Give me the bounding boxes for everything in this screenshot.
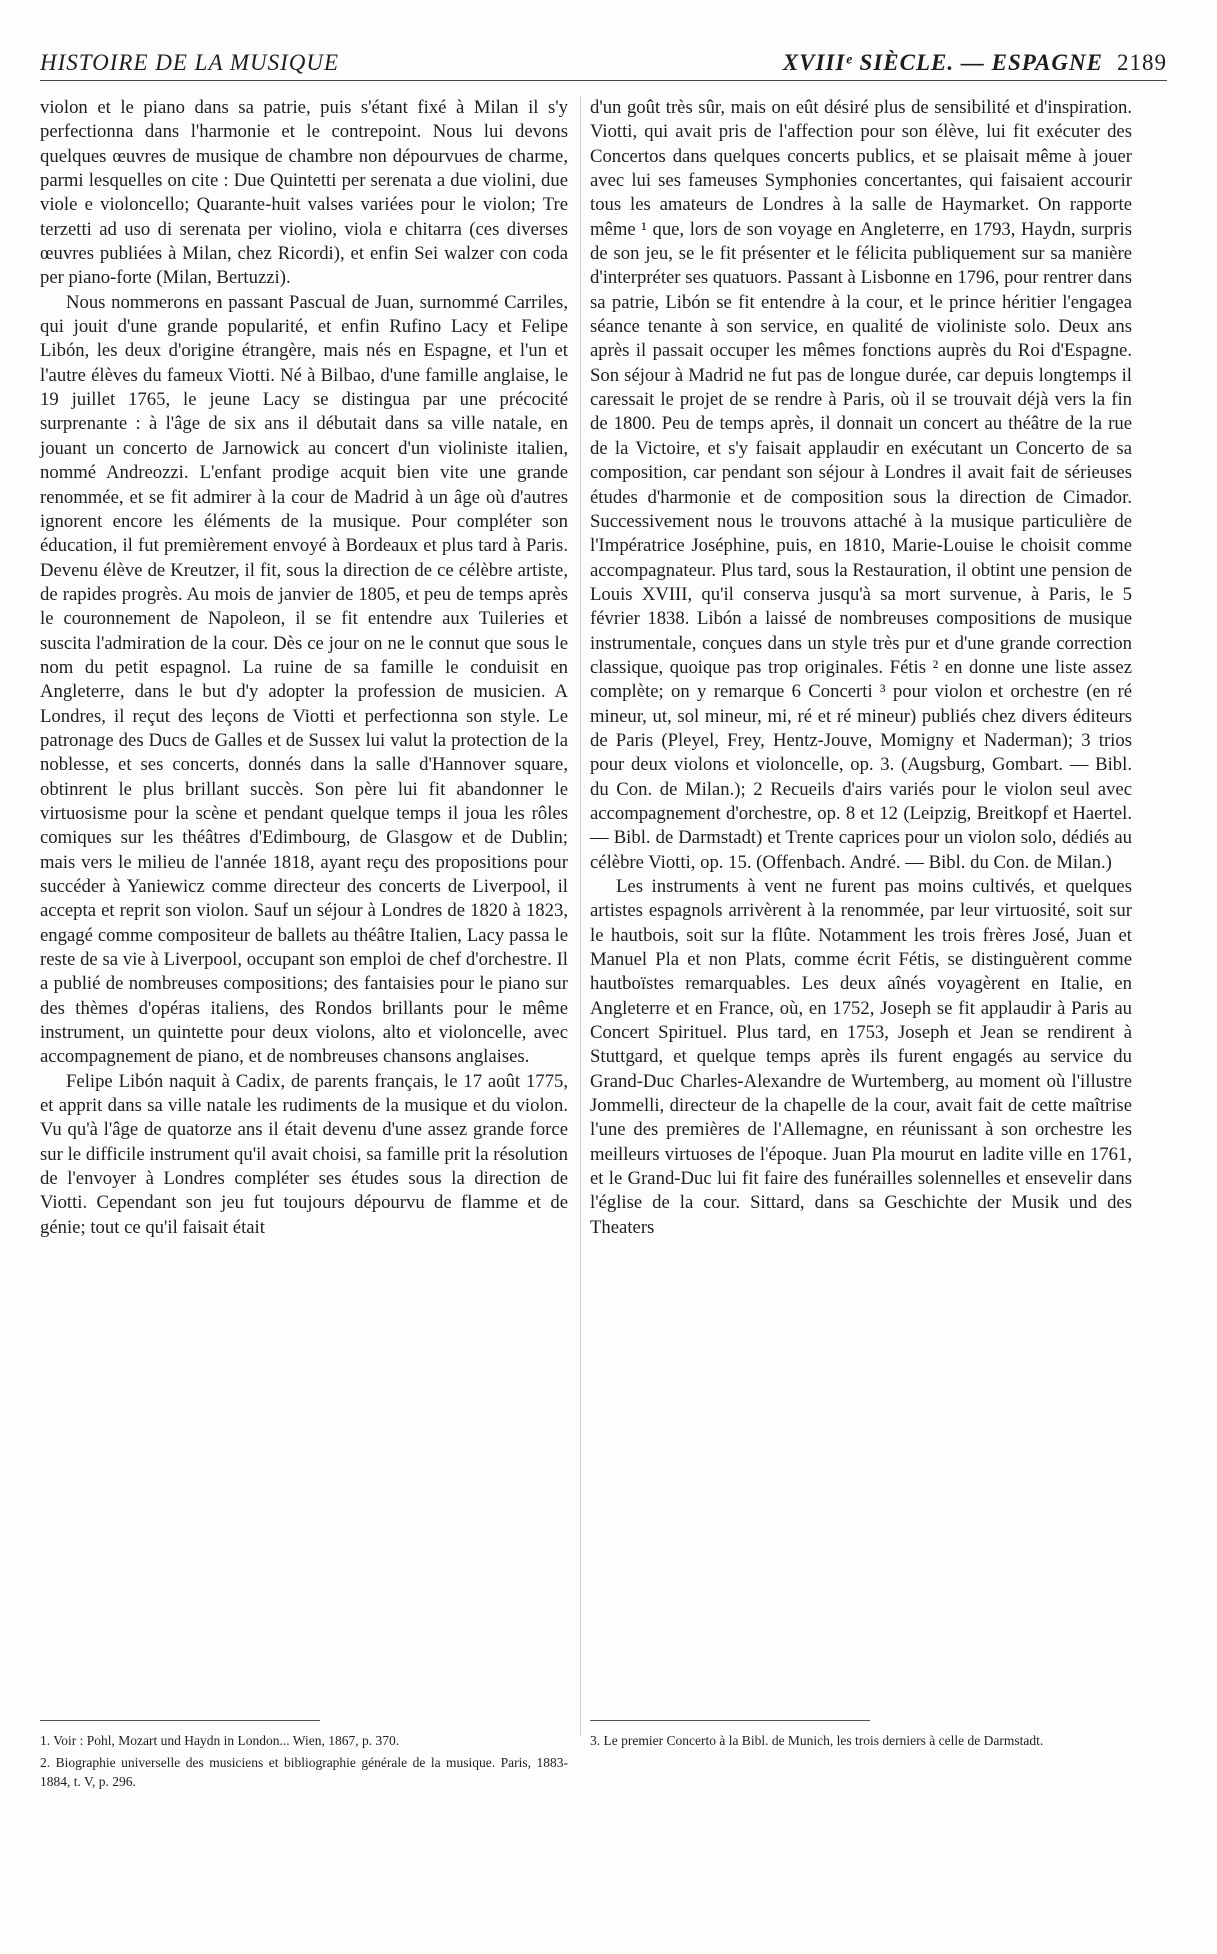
column-divider [580, 96, 581, 1736]
paragraph: d'un goût très sûr, mais on eût désiré plus de sensibilité et d'inspiration. Viotti, qui avait pris de l'affection pour son élève, lui fit exécuter des Concertos dans quelques concerts publics, et se plaisait même à jouer avec lui ses fameuses Symphonies concertantes, qui faisaient accourir tous les amateurs de Londres à la salle de Haymarket. On rapporte même ¹ que, lors de son voyage en Angleterre, en 1793, Haydn, surpris de son jeu, se le fit présenter et le félicita publiquement sur sa manière d'interpréter ses quatuors. Passant à Lisbonne en 1796, pour rentrer dans sa patrie, Libón se fit entendre à la cour, et le prince héritier l'engagea séance tenante à son service, en qualité de violiniste solo. Deux ans après il passait occuper les mêmes fonctions auprès du Roi d'Espagne. Son séjour à Madrid ne fut pas de longue durée, car depuis longtemps il caressait le projet de se rendre à Paris, où il se trouvait déjà vers la fin de 1800. Peu de temps après, il donnait un concert au théâtre de la rue de la Victoire, et s'y faisait applaudir en exécutant un Concerto de sa composition, car pendant son séjour à Londres il avait fait de sérieuses études d'harmonie et de composition sous la direction de Cimador. Successivement nous le trouvons attaché à la musique particulière de l'Impératrice Joséphine, puis, en 1810, Marie-Louise le choisit comme accompagnateur. Plus tard, sous la Restauration, il obtint une pension de Louis XVIII, qu'il conserva jusqu'à sa mort survenue, à Paris, le 5 février 1838. Libón a laissé de nombreuses compositions de musique instrumentale, conçues dans un style très pur et d'une grande correction classique, quoique pas trop originales. Fétis ² en donne une liste assez complète; on y remarque 6 Concerti ³ pour violon et orchestre (en ré mineur, ut, sol mineur, mi, ré et ré mineur) publiés chez divers éditeurs de Paris (Pleyel, Frey, Hentz-Jouve, Momigny et Naderman); 3 trios pour deux violons et violoncelle, op. 3. (Augsburg, Gombart. — Bibl. du Con. de Milan.); 2 Recueils d'airs variés pour le violon seul avec accompagnement d'orchestre, op. 8 et 12 (Leipzig, Breitkopf et Haertel. — Bibl. de Darmstadt) et Trente caprices pour un violon solo, dédiés au célèbre Viotti, op. 15. (Offenbach. André. — Bibl. du Con. de Milan.) [590, 97, 1132, 873]
paragraph: Nous nommerons en passant Pascual de Juan, surnommé Carriles, qui jouit d'une grande popularité, et enfin Rufino Lacy et Felipe Libón, les deux d'origine étrangère, mais nés en Espagne, et l'un et l'autre élèves du fameux Viotti. Né à Bilbao, d'une famille anglaise, le 19 juillet 1765, le jeune Lacy se distingua par une précocité surprenante : à l'âge de six ans il débutait dans sa ville natale, en jouant un concerto de Jarnowick au concert d'un violiniste italien, nommé Andreozzi. L'enfant prodige acquit bien vite une grande renommée, et se fit admirer à la cour de Madrid à un âge où d'autres ignorent encore les éléments de la musique. Pour compléter son éducation, il fut premièrement envoyé à Bordeaux et plus tard à Paris. Devenu élève de Kreutzer, il fit, sous la direction de ce célèbre artiste, de rapides progrès. Au mois de janvier de 1805, et peu de temps après le couronnement de Napoleon, il se fit entendre aux Tuileries et suscita l'admiration de la cour. Dès ce jour on ne le connut que sous le nom du petit espagnol. La ruine de sa famille le conduisit en Angleterre, dans le but d'y adopter la profession de musicien. A Londres, il reçut des leçons de Viotti et perfectionna son style. Le patronage des Ducs de Galles et de Sussex lui valut la protection de la noblesse, et ses concerts, donnés dans la salle d'Hannover square, obtinrent le plus brillant succès. Son père lui fit abandonner le virtuosisme pour la scène et pendant quelque temps il joua les rôles comiques sur les théâtres d'Edimbourg, de Glasgow et de Dublin; mais vers le milieu de l'année 1818, ayant reçu des propositions pour succéder à Yaniewicz comme directeur des concerts de Liverpool, il accepta et reprit son violon. Sauf un séjour à Londres de 1820 à 1823, engagé comme compositeur de ballets au théâtre Italien, Lacy passa le reste de sa vie à Liverpool, occupant son emploi de chef d'orchestre. Il a publié de nombreuses compositions; des fantaisies pour le piano sur des thèmes d'opéras italiens, des Rondos brillants pour le même instrument, un quintette pour deux violons, alto et violoncelle, avec accompagnement de piano, et de nombreuses chansons anglaises. [40, 291, 568, 1068]
footnote: 1. Voir : Pohl, Mozart und Haydn in London... Wien, 1867, p. 370. [40, 1733, 400, 1748]
footnote: 3. Le premier Concerto à la Bibl. de Munich, les trois derniers à celle de Darmstadt. [590, 1733, 1044, 1748]
footnote-rule [40, 1720, 320, 1721]
right-column [590, 96, 1132, 1240]
paragraph: Les instruments à vent ne furent pas moins cultivés, et quelques artistes espagnols arrivèrent à la renommée, par leur virtuosité, soit sur le hautbois, soit sur la flûte. Notamment les trois frères José, Juan et Manuel Pla et non Plats, comme écrit Fétis, se distinguèrent comme hautboïstes remarquables. Les deux aînés voyagèrent en Italie, en Angleterre et en France, où, en 1752, Joseph se fit applaudir à Paris au Concert Spirituel. Plus tard, en 1753, Joseph et Jean se rendirent à Stuttgard, et quelque temps après ils furent engagés au service du Grand-Duc Charles-Alexandre de Wurtemberg, au moment où l'illustre Jommelli, directeur de la chapelle de la cour, avait fait de cette maîtrise l'une des premières de l'Allemagne, en réunissant à son orchestre les meilleurs virtuoses de l'époque. Juan Pla mourut en ladite ville en 1761, et le Grand-Duc lui fit faire des funérailles solennelles et ensevelir dans l'église de la cour. Sittard, dans sa Geschichte der Musik und des Theaters [590, 876, 1132, 1238]
header-section-label: XVIIIᵉ SIÈCLE. — ESPAGNE [782, 50, 1103, 75]
left-column [40, 96, 568, 1240]
paragraph: Felipe Libón naquit à Cadix, de parents français, le 17 août 1775, et apprit dans sa ville natale les rudiments de la musique et du violon. Vu qu'à l'âge de quatorze ans il était devenu d'une assez grande force sur le difficile instrument qu'il avait choisi, sa famille prit la résolution de l'envoyer à Londres compléter ses études sous la direction de Viotti. Cependant son jeu fut toujours dépourvu de flamme et de génie; tout ce qu'il faisait était [40, 1070, 568, 1238]
footnotes-left [40, 1720, 568, 1794]
running-header [40, 50, 1167, 81]
page-number: 2189 [1117, 50, 1167, 75]
footnote-rule [590, 1720, 870, 1721]
footnote: 2. Biographie universelle des musiciens et bibliographie générale de la musique. Paris, 1883-1884, t. V, p. 296. [40, 1755, 568, 1789]
paragraph: violon et le piano dans sa patrie, puis s'étant fixé à Milan il s'y perfectionna dans l'harmonie et le contrepoint. Nous lui devons quelques œuvres de musique de chambre non dépourvues de charme, parmi lesquelles on cite : Due Quintetti per serenata a due violini, due viole e violoncello; Quarante-huit valses variées pour le violon; Tre terzetti ad uso di serenata per violino, viola e chitarra (ces diverses œuvres publiées à Milan, chez Ricordi), et enfin Sei walzer con coda per piano-forte (Milan, Bertuzzi). [40, 97, 568, 289]
header-section-title [783, 50, 1167, 76]
footnotes-right [590, 1720, 1132, 1753]
header-book-title: HISTOIRE DE LA MUSIQUE [40, 50, 340, 75]
